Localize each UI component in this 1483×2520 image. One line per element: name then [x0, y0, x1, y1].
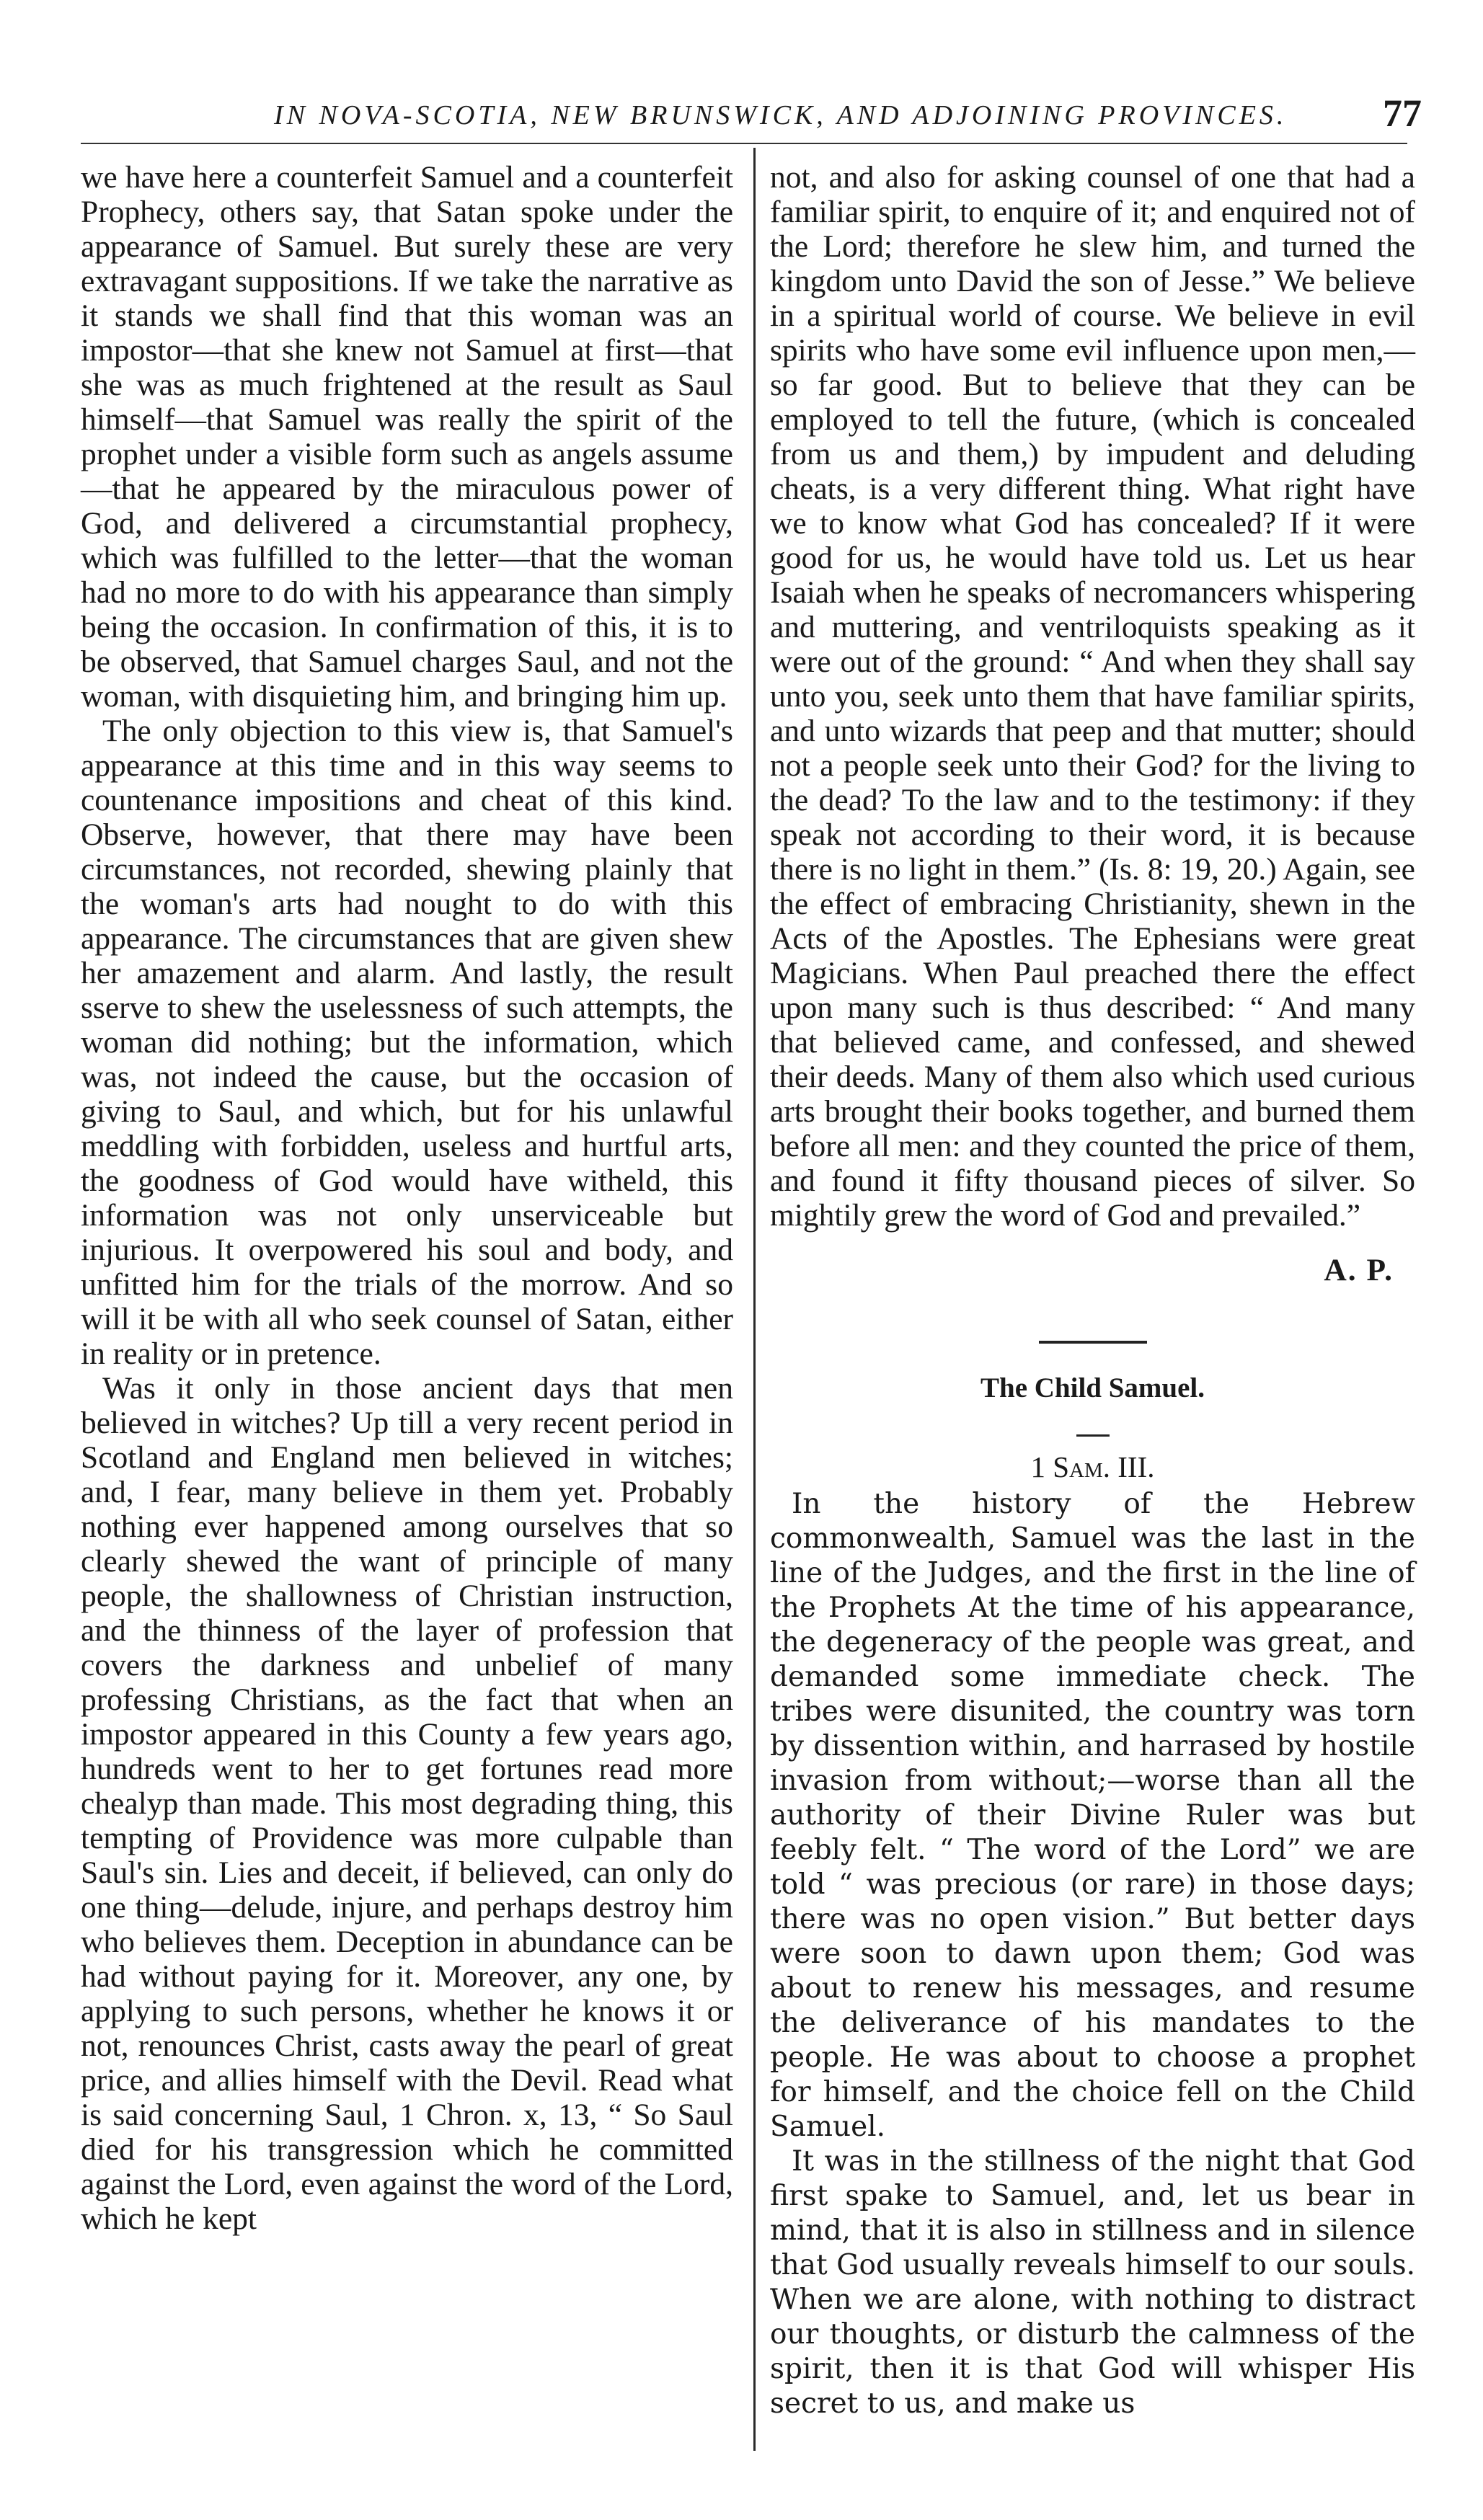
right-paragraph-2: In the history of the Hebrew commonwealth, Samuel was the last in the line of the Judges, and the first in the line of the Prophets At the time of his appearance, the degeneracy of the people was great, and demanded some immediate check. The tribes were disunited, the country was torn by dissention within, and harrased by hostile invasion from without;—worse than all the authority of their Divine Ruler was but feebly felt. “ The word of the Lord” we are told “ was precious (or rare) in those days; there was no open vision.” But better days were soon to dawn upon them; God was about to renew his messages, and resume the deliverance of his mandates to the people. He was about to choose a prophet for himself, and the choice fell on the Child Samuel. — [770, 1488, 1415, 2143]
author-signature: A. P. — [1324, 1253, 1394, 1287]
running-head: IN NOVA-SCOTIA, NEW BRUNSWICK, AND ADJOINING PROVINCES. — [274, 100, 1288, 130]
left-paragraph-2: The only objection to this view is, that Samuel's appearance at this time and in this way seems to countenance impositions and cheat of this kind. Observe, however, that there may have been circumstances, not recorded, shewing plainly that the woman's arts had nought to do with this appearance. The circumstances that are given shew her amazement and alarm. And lastly, the result sserve to shew the uselessness of such attempts, the woman did nothing; but the information, which was, not indeed the cause, but the occasion of giving to Saul, and which, but for his unlawful meddling with forbidden, useless and hurtful arts, the goodness of God would have witheld, this information was not only unserviceable but injurious. It overpowered his soul and body, and unfitted him for the trials of the morrow. And so will it be with all who seek counsel of Satan, either in reality or in pretence. — [81, 714, 733, 1371]
article-separator-rule — [1039, 1341, 1147, 1344]
left-paragraph-3: Was it only in those ancient days that men believed in witches? Up till a very recent period in Scotland and England men believed in witches; and, I fear, many believe in them yet. Probably nothing ever happened among ourselves that so clearly shewed the want of principle of many people, the shallowness of Christian instruction, and the thinness of the layer of profession that covers the darkness and unbelief of many professing Christians, as the fact that when an impostor appeared in this County a few years ago, hundreds went to her to get fortunes read more chealyp than made. This most degrading thing, this tempting of Providence was more culpable than Saul's sin. Lies and deceit, if believed, can only do one thing—delude, injure, and perhaps destroy him who believes them. Deception in abundance can be had without paying for it. Moreover, any one, by applying to such persons, whether he knows it or not, renounces Christ, casts away the pearl of great price, and allies himself with the Devil. Read what is said concerning Saul, 1 Chron. x, 13, “ So Saul died for his transgression which he committed against the Lord, even against the word of the Lord, which he kept — [81, 1371, 733, 2236]
left-column — [81, 160, 733, 2236]
column-divider — [753, 148, 756, 2451]
page-number: 77 — [1383, 92, 1422, 135]
article-title: The Child Samuel. — [980, 1372, 1205, 1403]
left-paragraph-1: we have here a counterfeit Samuel and a counterfeit Prophecy, others say, that Satan spoke under the appearance of Samuel. But surely these are very extravagant suppositions. If we take the narrative as it stands we shall find that this woman was an impostor—that she knew not Samuel at first—that she was as much frightened at the result as Saul himself—that Samuel was really the spirit of the prophet under a visible form such as angels assume—that he appeared by the miraculous power of God, and delivered a circumstantial prophecy, which was fulfilled to the letter—that the woman had no more to do with his appearance than simply being the occasion. In confirmation of this, it is to be observed, that Samuel charges Saul, and not the woman, with disquieting him, and bringing him up. — [81, 160, 733, 714]
title-short-rule — [1076, 1434, 1110, 1437]
right-paragraph-1: not, and also for asking counsel of one that had a familiar spirit, to enquire of it; and enquired not of the Lord; therefore he slew him, and turned the kingdom unto David the son of Jesse.” We believe in a spiritual world of course. We believe in evil spirits who have some evil influence upon men,—so far good. But to believe that they can be employed to tell the future, (which is concealed from us and them,) by impudent and deluding cheats, is a very different thing. What right have we to know what God has concealed? If it were good for us, he would have told us. Let us hear Isaiah when he speaks of necromancers whispering and muttering, and ventriloquists speaking as it were out of the ground: “ And when they shall say unto you, seek unto them that have familiar spirits, and unto wizards that peep and that mutter; should not a people seek unto their God? for the living to the dead? To the law and to the testimony: if they speak not according to their word, it is because there is no light in them.” (Is. 8: 19, 20.) Again, see the effect of embracing Christianity, shewn in the Acts of the Apostles. The Ephesians were great Magicians. When Paul preached there the effect upon many such is thus described: “ And many that believed came, and confessed, and shewed their deeds. Many of them also which used curious arts brought their books together, and burned them before all men: and they counted the price of them, and found it fifty thousand pieces of silver. So mightily grew the word of God and prevailed.” — [770, 160, 1415, 1233]
right-paragraph-3: It was in the stillness of the night that God first spake to Samuel, and, let us bear in mind, that it is also in stillness and in silence that God usually reveals himself to our souls. When we are alone, with nothing to distract our thoughts, or disturb the calmness of the spirit, then it is that God will whisper His secret to us, and make us — [770, 2145, 1415, 2420]
header-rule — [81, 143, 1407, 144]
article-subtitle: 1 Sam. III. — [1030, 1450, 1155, 1483]
right-column — [770, 160, 1415, 2421]
